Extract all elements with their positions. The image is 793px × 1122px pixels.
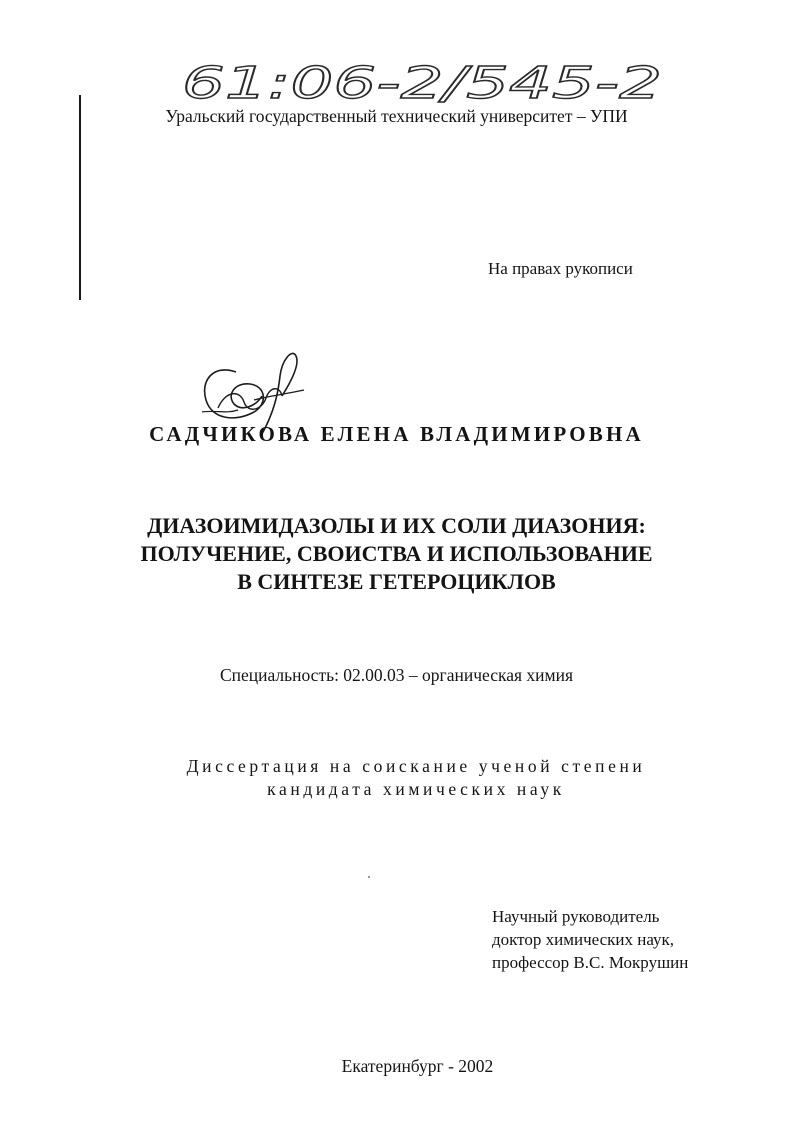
degree-line: кандидата химических наук [267,779,565,799]
title-line: ДИАЗОИМИДАЗОЛЫ И ИХ СОЛИ ДИАЗОНИЯ: [147,513,646,538]
scientific-supervisor [492,905,688,974]
manuscript-rights-note: На правах рукописи [488,259,633,278]
author-name: САДЧИКОВА ЕЛЕНА ВЛАДИМИРОВНА [149,422,644,446]
dissertation-title [0,512,793,596]
supervisor-line: доктор химических наук, [492,930,675,949]
title-line: В СИНТЕЗЕ ГЕТЕРОЦИКЛОВ [237,569,556,594]
supervisor-line: Научный руководитель [492,907,660,926]
scan-speck [368,876,370,878]
university-name: Уральский государственный технический университет – УПИ [165,106,628,126]
city-and-year: Екатеринбург - 2002 [341,1056,494,1076]
archive-code-text: 61:06-2/545-2 [182,58,662,109]
specialty: Специальность: 02.00.03 – органическая химия [219,665,574,685]
supervisor-line: профессор В.С. Мокрушин [492,953,689,972]
degree-line: Диссертация на соискание ученой степени [186,756,646,776]
degree-statement [0,755,793,801]
title-line: ПОЛУЧЕНИЕ, СВОИСТВА И ИСПОЛЬЗОВАНИЕ [140,541,653,566]
